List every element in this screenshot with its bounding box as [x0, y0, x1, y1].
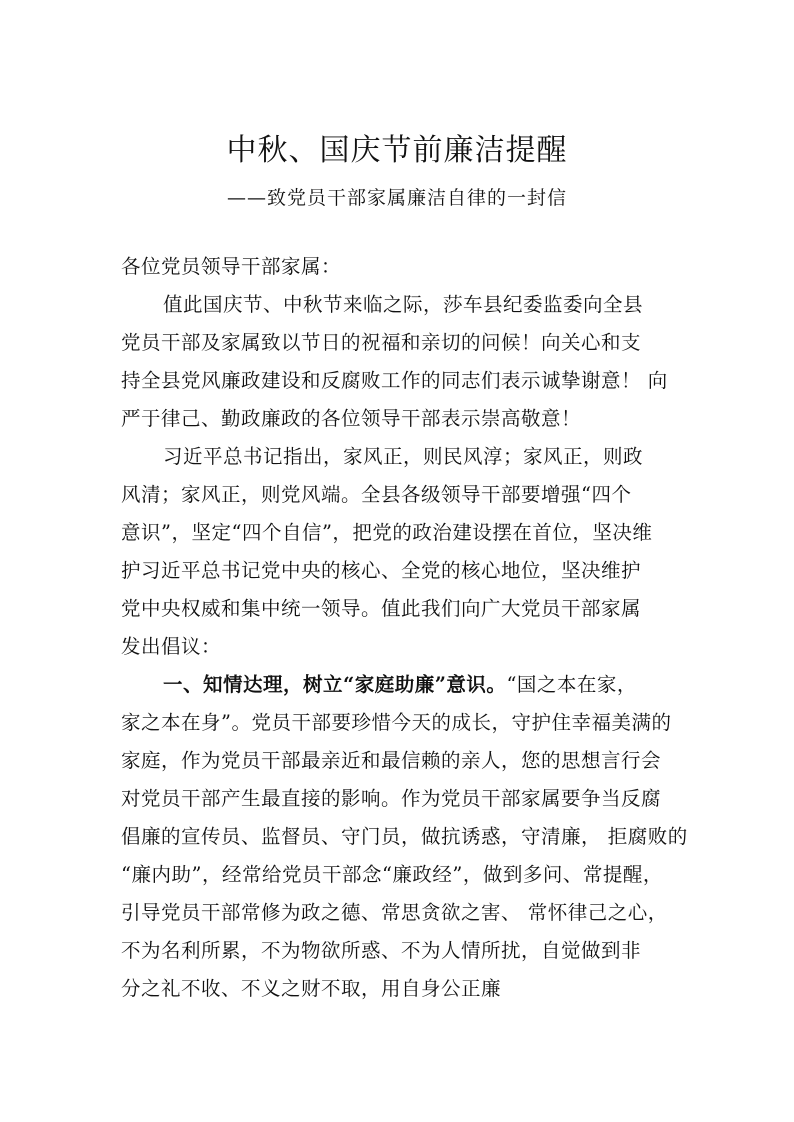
section-1-first-line	[121, 666, 681, 704]
section-1-line: 对党员干部产生最直接的影响。作为党员干部家属要争当反腐	[121, 787, 662, 810]
section-1-line: 分之礼不收、不义之财不取，用自身公正廉	[121, 977, 502, 1000]
document-subtitle: ——致党员干部家属廉洁自律的一封信	[226, 187, 567, 209]
paragraph-1-line: 党员干部及家属致以节日的祝福和亲切的问候！向关心和支	[121, 331, 642, 354]
document-title: 中秋、国庆节前廉洁提醒	[226, 133, 568, 168]
section-1-line: 倡廉的宣传员、监督员、守门员，做抗诱惑，守清廉， 拒腐败的	[121, 825, 688, 848]
paragraph-1-line: 持全县党风廉政建设和反腐败工作的同志们表示诚挚谢意！ 向	[121, 369, 668, 392]
section-1-line: 家之本在身”。党员干部要珍惜今天的成长，守护住幸福美满的	[121, 711, 672, 734]
paragraph-2-line: 护习近平总书记党中央的核心、全党的核心地位，坚决维护	[121, 559, 642, 582]
section-1-heading: 一、知情达理，树立“家庭助廉”意识。	[163, 673, 507, 696]
section-1-line: “廉内助”，经常给党员干部念“廉政经”，做到多问、常提醒，	[121, 863, 663, 886]
paragraph-2-line: 发出倡议：	[121, 635, 222, 658]
paragraph-2-line: 习近平总书记指出，家风正，则民风淳；家风正，则政	[163, 445, 644, 468]
paragraph-2-line: 风清；家风正，则党风端。全县各级领导干部要增强“四个	[121, 483, 632, 506]
salutation: 各位党员领导干部家属：	[121, 255, 342, 278]
paragraph-1-line: 值此国庆节、中秋节来临之际，莎车县纪委监委向全县	[163, 293, 644, 316]
section-1-first-line-tail: “国之本在家，	[506, 673, 637, 696]
section-1-line: 家庭，作为党员干部最亲近和最信赖的亲人，您的思想言行会	[121, 749, 662, 772]
paragraph-2-line: 党中央权威和集中统一领导。值此我们向广大党员干部家属	[121, 597, 642, 620]
section-1-line: 引导党员干部常修为政之德、常思贪欲之害、 常怀律己之心，	[121, 901, 668, 924]
section-1-line: 不为名利所累，不为物欲所惑、不为人情所扰，自觉做到非	[121, 939, 642, 962]
paragraph-2-line: 意识”，坚定“四个自信”，把党的政治建设摆在首位，坚决维	[121, 521, 653, 544]
paragraph-1-line: 严于律己、勤政廉政的各位领导干部表示崇高敬意！	[121, 407, 582, 430]
document-body	[121, 248, 688, 1008]
